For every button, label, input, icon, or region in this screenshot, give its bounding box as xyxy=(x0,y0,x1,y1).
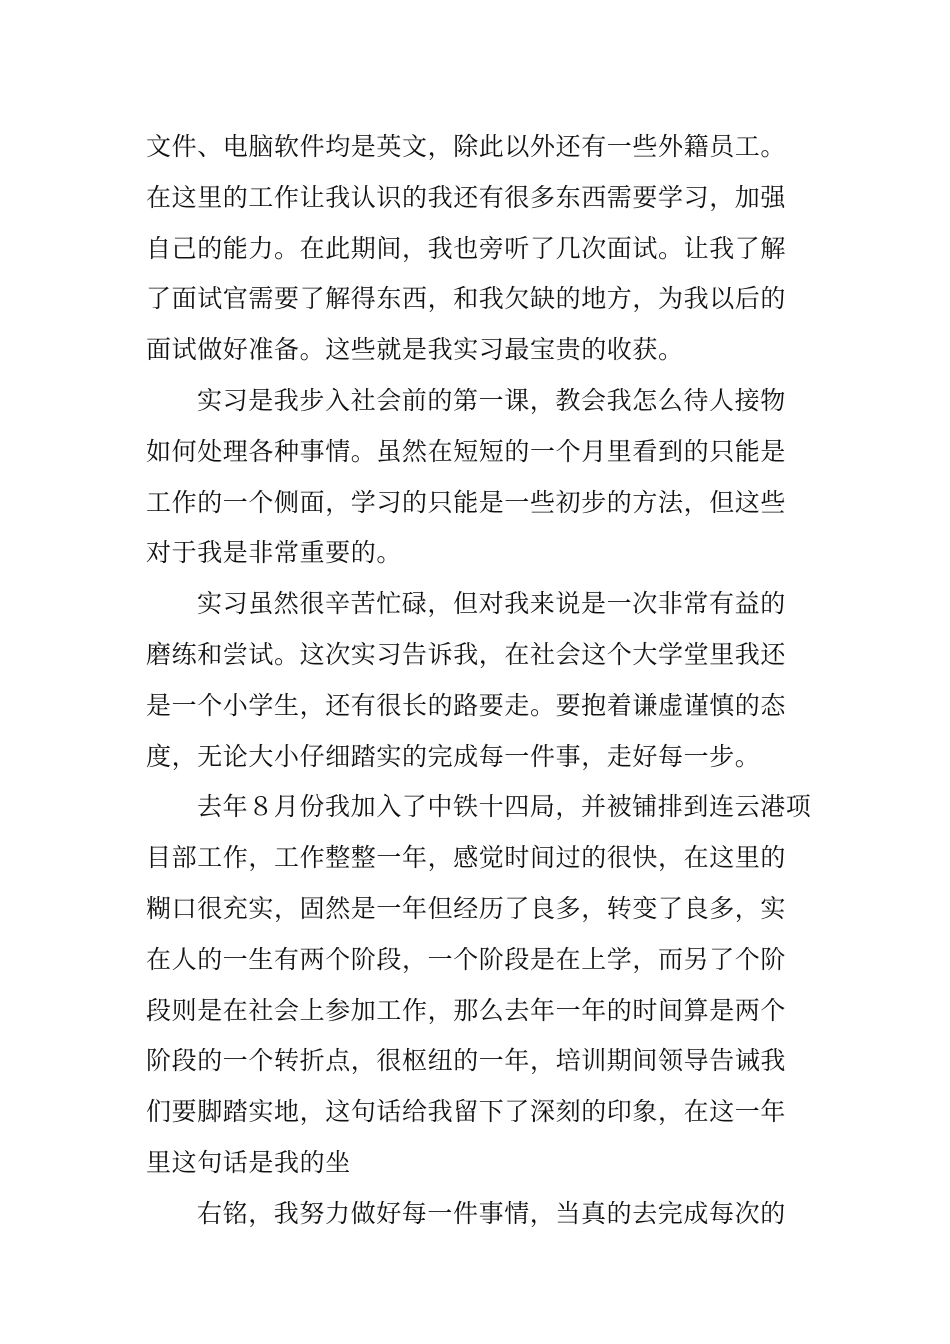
text-line: 在人的一生有两个阶段，一个阶段是在上学，而另了个阶 xyxy=(146,944,787,974)
text-line: 实习虽然很辛苦忙碌，但对我来说是一次非常有益的 xyxy=(197,589,786,619)
text-line: 面试做好准备。这些就是我实习最宝贵的收获。 xyxy=(146,335,684,365)
text-line: 文件、电脑软件均是英文，除此以外还有一些外籍员工。 xyxy=(146,132,787,161)
text-line: 如何处理各种事情。虽然在短短的一个月里看到的只能是 xyxy=(146,436,787,466)
text-line: 去年８月份我加入了中铁十四局，并被铺排到连云港项 xyxy=(197,792,812,822)
text-line: 实习是我步入社会前的第一课，教会我怎么待人接物 xyxy=(197,385,786,415)
body-text xyxy=(146,122,812,1240)
text-line: 磨练和尝试。这次实习告诉我，在社会这个大学堂里我还 xyxy=(146,639,787,669)
text-line: 右铭，我努力做好每一件事情，当真的去完成每次的 xyxy=(197,1198,786,1228)
text-line: 糊口很充实，固然是一年但经历了良多，转变了良多，实 xyxy=(146,893,787,923)
text-line: 对于我是非常重要的。 xyxy=(146,538,403,568)
text-line: 段则是在社会上参加工作，那么去年一年的时间算是两个 xyxy=(146,995,787,1025)
text-line: 里这句话是我的坐 xyxy=(146,1147,351,1177)
text-line: 自己的能力。在此期间，我也旁听了几次面试。让我了解 xyxy=(146,233,787,263)
text-line: 阶段的一个转折点，很枢纽的一年，培训期间领导告诫我 xyxy=(146,1046,787,1076)
text-line: 是一个小学生，还有很长的路要走。要抱着谦虚谨慎的态 xyxy=(146,690,787,720)
text-line: 了面试官需要了解得东西，和我欠缺的地方，为我以后的 xyxy=(146,284,787,314)
text-line: 目部工作，工作整整一年，感觉时间过的很快，在这里的 xyxy=(146,843,787,873)
text-line: 们要脚踏实地，这句话给我留下了深刻的印象，在这一年 xyxy=(146,1097,787,1127)
text-line: 在这里的工作让我认识的我还有很多东西需要学习，加强 xyxy=(146,182,787,212)
text-line: 度，无论大小仔细踏实的完成每一件事，走好每一步。 xyxy=(146,741,761,771)
text-line: 工作的一个侧面，学习的只能是一些初步的方法，但这些 xyxy=(146,487,787,517)
